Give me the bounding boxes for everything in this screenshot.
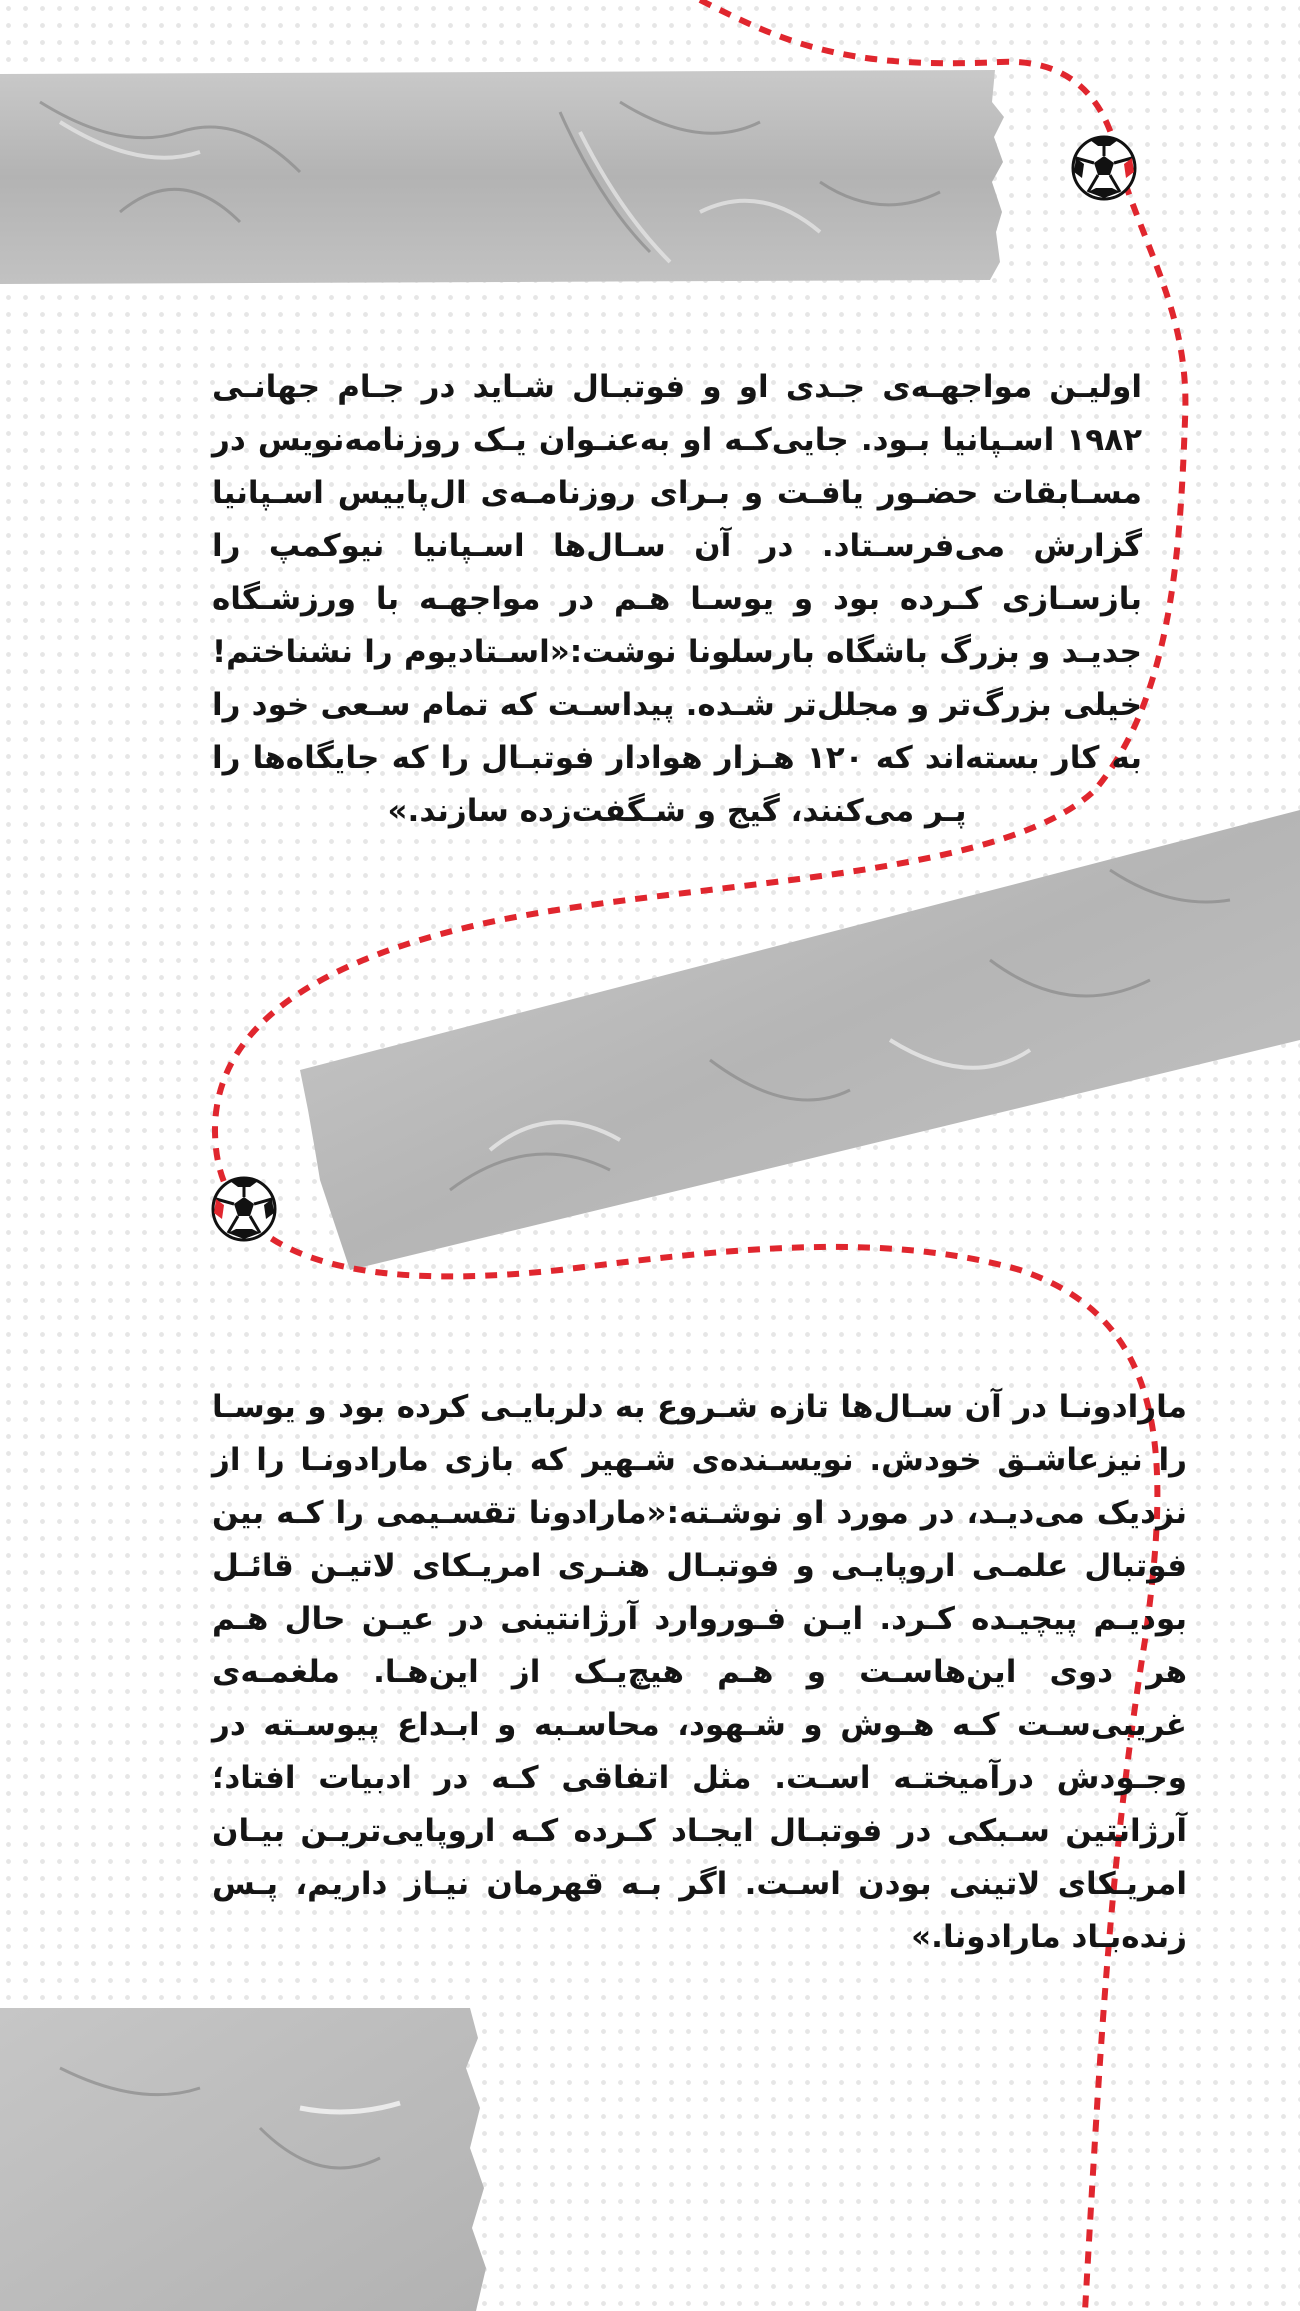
article-paragraph-2: مارادونـا در آن سـال‌ها تازه شـروع به دلربایـی کرده بود و یوسـا را نیزعاشـق خودش. نویسـنده‌ی شـهیر که بازی مارادونـا را از نزدیک می‌دیـد، در مورد او نوشـته:«مارادونا تقسـیمی را کـه بین فوتبال علمـی اروپایـی و فوتبـال هنـری امریـکای لاتیـن قائـل بودیـم پیچیـده کـرد. ایـن فـوروارد آرژانتینی در عیـن حال هـم هر دوی این‌هاسـت و هـم هیچ‌یـک از این‌هـا. ملغمـه‌ی غریبی‌سـت کـه هـوش و شـهود، محاسـبه و ابـداع پیوسـته در وجـودش درآمیختـه اسـت. مثل اتفاقی کـه در ادبیات افتاد؛ آرژانتین سـبکی در فوتبـال ایجـاد کـرده کـه اروپایی‌تریـن بیـان امریـکای لاتینی بودن اسـت. اگر بـه قهرمان نیـاز داریم، پـس زنده‌بـاد مارادونا.» <box>212 1389 1187 1955</box>
soccer-ball-icon-2 <box>210 1175 278 1243</box>
article-paragraph-1: اولیـن مواجهـه‌ی جـدی او و فوتبـال شـاید در جـام جهانـی ۱۹۸۲ اسـپانیا بـود. جایی‌کـه او به‌عنـوان یـک روزنامه‌نویس در مسـابقات حضـور یافـت و بـرای روزنامـه‌ی ال‌پاییس اسـپانیا گزارش می‌فرسـتاد. در آن سـال‌ها اسـپانیا نیوکمپ را بازسـازی کـرده بود و یوسـا هـم در مواجهـه با ورزشـگاه جدیـد و بزرگ باشگاه بارسلونا نوشت:«اسـتادیوم را نشناختم! خیلی بزرگ‌تر و مجلل‌تر شـده. پیداسـت که تمام سـعی خود را به کار بسته‌اند که ۱۲۰ هـزار هوادار فوتبـال را که جایگاه‌ها را پـر می‌کنند، گیج و شـگفت‌زده سازند.» <box>212 369 1142 829</box>
soccer-ball-icon <box>1070 134 1138 202</box>
